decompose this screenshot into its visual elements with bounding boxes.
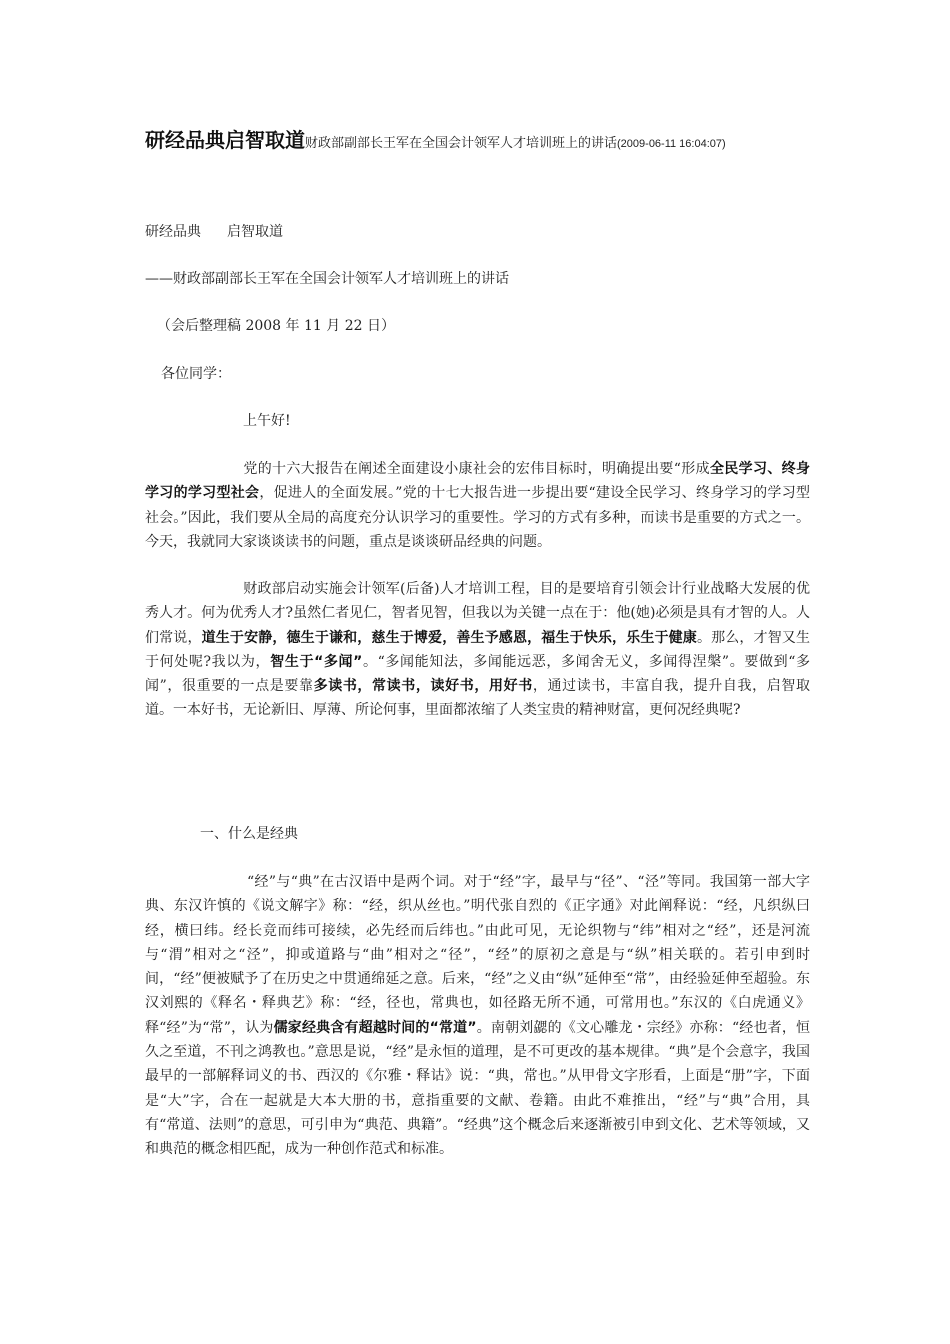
salutation: 各位同学： <box>161 366 231 382</box>
speech-heading <box>145 222 283 242</box>
article-title-line <box>145 124 905 153</box>
emphasis-text: 道生于安静，德生于谦和，慈生于博爱，善生予感恩，福生于快乐，乐生于健康 <box>201 629 697 646</box>
speech-heading-part2: 启智取道 <box>227 224 283 240</box>
speech-heading-part1: 研经品典 <box>145 224 201 240</box>
paragraph-3: “经”与“典”在古汉语中是两个词。对于“经”字，最早与“径”、“泾”等同。我国第一部大字典、东汉许慎的《说文解字》称：“经，织从丝也。”明代张自烈的《正字通》对此阐释说：“经，凡织纵曰经，横曰纬。经长竞而纬可接续，必先经而后纬也。”由此可见，无论织物与“纬”相对之“经”，还是河流与“渭”相对之“泾”，抑或道路与“曲”相对之“径”，“经”的原初之意是与“纵”相关联的。若引申到时间，“经”便被赋予了在历史之中贯通绵延之意。后来，“经”之义由“纵”延伸至“常”，由经验延伸至超验。东汉刘熙的《释名・释典艺》称：“经，径也，常典也，如径路无所不通，可常用也。”东汉的《白虎通义》释“经”为“常”，认为儒家经典含有超越时间的“常道”。南朝刘勰的《文心雕龙・宗经》亦称：“经也者，恒久之至道，不刊之鸿教也。”意思是说，“经”是永恒的道理，是不可更改的基本规律。“典”是个会意字，我国最早的一部解释词义的书、西汉的《尔雅・释诂》说：“典，常也。”从甲骨文字形看，上面是“册”字，下面是“大”字，合在一起就是大本大册的书，意指重要的文献、卷籍。由此不难推出，“经”与“典”合用，具有“常道、法则”的意思，可引申为“典范、典籍”。“经典”这个概念后来逐渐被引申到文化、艺术等领域，又和典范的概念相匹配，成为一种创作范式和标准。 <box>145 874 810 1158</box>
article-title: 研经品典启智取道 <box>145 128 305 152</box>
emphasis-text: 儒家经典含有超越时间的“常道” <box>273 1019 477 1036</box>
emphasis-text: 全民学习、终身学习的学习型社会 <box>145 461 811 502</box>
section-heading: 一、什么是经典 <box>200 826 298 842</box>
paragraph-2: 财政部启动实施会计领军(后备)人才培训工程，目的是要培育引领会计行业战略大发展的优秀人才。何为优秀人才?虽然仁者见仁，智者见智，但我以为关键一点在于：他(她)必须是具有才智的人。人们常说，道生于安静，德生于谦和，慈生于博爱，善生予感恩，福生于快乐，乐生于健康。那么，才智又生于何处呢?我以为，智生于“多闻”。“多闻能知法，多闻能远恶，多闻舍无义，多闻得涅槃”。要做到“多闻”，很重要的一点是要靠多读书，常读书，读好书，用好书，通过读书，丰富自我，提升自我，启智取道。一本好书，无论新旧、厚薄、所论何事，里面都浓缩了人类宝贵的精神财富，更何况经典呢? <box>145 581 811 719</box>
greeting: 上午好! <box>243 413 291 429</box>
article-date: (2009-06-11 16:04:07) <box>617 138 726 150</box>
article-subtitle: 财政部副部长王军在全国会计领军人才培训班上的讲话 <box>305 136 618 151</box>
paragraph-1: 党的十六大报告在阐述全面建设小康社会的宏伟目标时，明确提出要“形成全民学习、终身学习的学习型社会，促进人的全面发展。”党的十七大报告进一步提出要“建设全民学习、终身学习的学习型社会。”因此，我们要从全局的高度充分认识学习的重要性。学习的方式有多种，而读书是重要的方式之一。今天，我就同大家谈谈读书的问题，重点是谈谈研品经典的问题。 <box>145 461 811 550</box>
transcript-note: （会后整理稿 2008 年 11 月 22 日） <box>157 318 395 334</box>
emphasis-text: 多读书，常读书，读好书，用好书 <box>313 678 533 695</box>
emphasis-text: 智生于“多闻” <box>270 653 363 670</box>
speech-subtitle: ——财政部副部长王军在全国会计领军人才培训班上的讲话 <box>145 271 509 287</box>
